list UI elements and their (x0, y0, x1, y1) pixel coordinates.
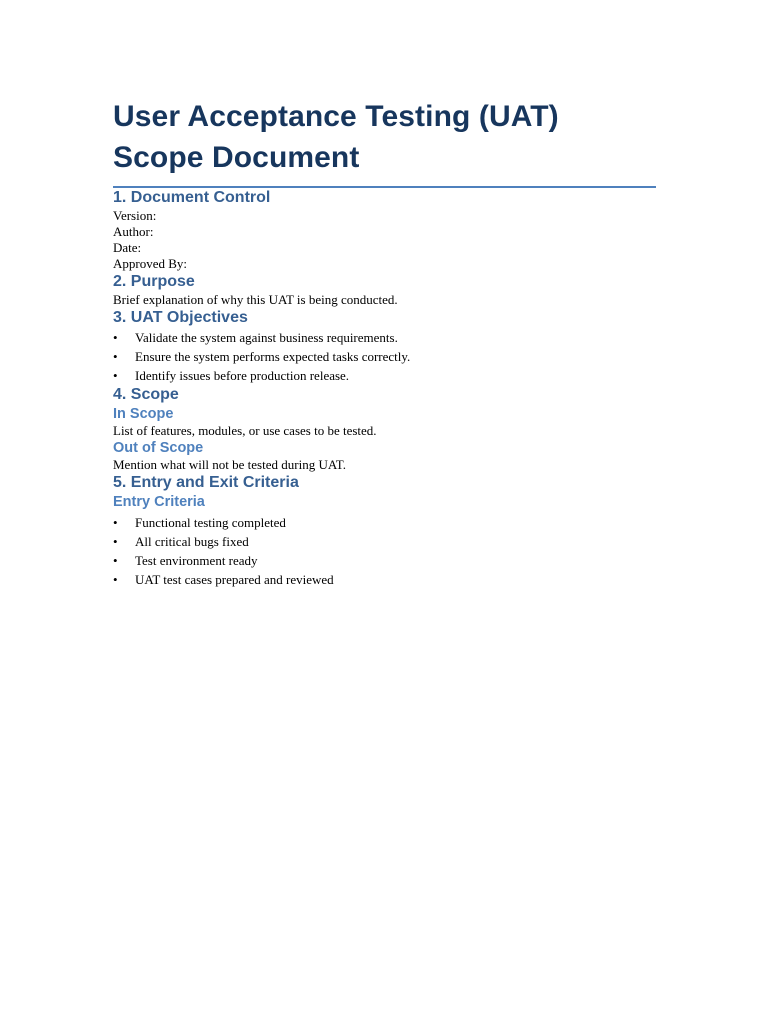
bullet-icon: • (113, 330, 118, 345)
list-item (113, 513, 656, 532)
field-date: Date: (113, 240, 142, 255)
out-of-scope-text: Mention what will not be tested during UAT. (113, 457, 347, 472)
list-item-text: Functional testing completed (135, 515, 286, 530)
in-scope-text: List of features, modules, or use cases to be tested. (113, 423, 377, 438)
list-item (113, 570, 656, 589)
field-author: Author: (113, 224, 154, 239)
section-heading-objectives: 3. UAT Objectives (113, 309, 248, 326)
list-item (113, 532, 656, 551)
subsection-heading-out-of-scope: Out of Scope (113, 440, 204, 456)
objectives-list (113, 328, 656, 385)
section-heading-scope: 4. Scope (113, 386, 179, 403)
subsection-heading-in-scope: In Scope (113, 406, 174, 422)
bullet-icon: • (113, 515, 118, 530)
section-heading-document-control: 1. Document Control (113, 189, 271, 206)
list-item (113, 366, 656, 385)
document-page (113, 96, 656, 589)
bullet-icon: • (113, 349, 118, 364)
entry-criteria-list (113, 513, 656, 589)
list-item-text: UAT test cases prepared and reviewed (135, 572, 334, 587)
subsection-heading-entry-criteria: Entry Criteria (113, 494, 205, 510)
list-item (113, 551, 656, 570)
section-heading-purpose: 2. Purpose (113, 273, 195, 290)
bullet-icon: • (113, 553, 118, 568)
document-title: User Acceptance Testing (UAT) Scope Document (113, 96, 656, 188)
section-heading-criteria: 5. Entry and Exit Criteria (113, 474, 299, 491)
field-approved-by: Approved By: (113, 256, 188, 271)
bullet-icon: • (113, 572, 118, 587)
bullet-icon: • (113, 368, 118, 383)
list-item-text: Identify issues before production release. (135, 368, 350, 383)
field-version: Version: (113, 208, 157, 223)
list-item-text: All critical bugs fixed (135, 534, 249, 549)
bullet-icon: • (113, 534, 118, 549)
list-item-text: Test environment ready (135, 553, 258, 568)
list-item (113, 347, 656, 366)
list-item-text: Ensure the system performs expected tasks correctly. (135, 349, 411, 364)
purpose-text: Brief explanation of why this UAT is being conducted. (113, 292, 398, 307)
list-item-text: Validate the system against business requirements. (135, 330, 398, 345)
list-item (113, 328, 656, 347)
